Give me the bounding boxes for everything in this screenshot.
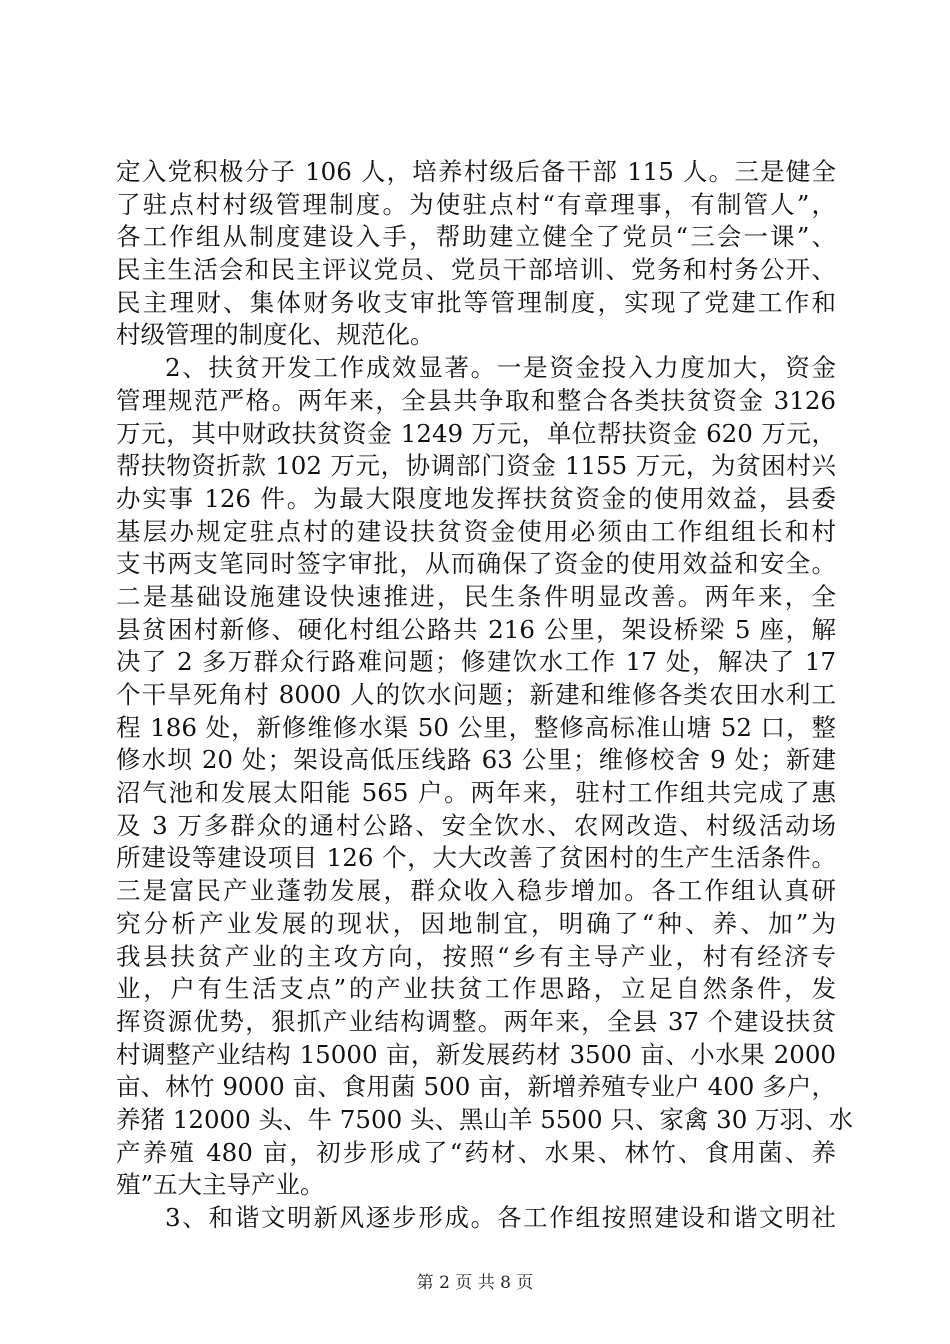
text-line: 了驻点村村级管理制度。为使驻点村“有章理事，有制管人”，: [116, 189, 836, 219]
document-body: [116, 156, 854, 1235]
text-line: 支书两支笔同时签字审批，从而确保了资金的使用效益和安全。: [116, 549, 836, 579]
text-line: 定入党积极分子 106 人，培养村级后备干部 115 人。三是健全: [116, 157, 836, 186]
text-line: 养猪 12000 头、牛 7500 头、黑山羊 5500 只、家禽 30 万羽、水: [116, 1104, 854, 1134]
text-line: 沼气池和发展太阳能 565 户。两年来，驻村工作组共完成了惠: [116, 778, 836, 808]
text-line: 程 186 处，新修维修水渠 50 公里，整修高标准山塘 52 口，整: [116, 712, 836, 742]
text-line: 三是富民产业蓬勃发展，群众收入稳步增加。各工作组认真研: [116, 876, 836, 906]
text-line: 管理规范严格。两年来，全县共争取和整合各类扶贫资金 3126: [116, 385, 836, 415]
text-line: 个干旱死角村 8000 人的饮水问题；新建和维修各类农田水利工: [116, 680, 836, 709]
text-line: 民主生活会和民主评议党员、党员干部培训、党务和村务公开、: [116, 255, 836, 285]
text-line: 万元，其中财政扶贫资金 1249 万元，单位帮扶资金 620 万元，: [116, 418, 836, 448]
text-line: 究分析产业发展的现状，因地制宜，明确了“种、养、加”为: [116, 908, 836, 938]
page-number-footer: 第 2 页 共 8 页: [416, 1273, 534, 1293]
text-line: 及 3 万多群众的通村公路、安全饮水、农网改造、村级活动场: [116, 810, 836, 840]
text-line: 各工作组从制度建设入手，帮助建立健全了党员“三会一课”、: [116, 222, 836, 252]
paragraph-heading-line: 3、和谐文明新风逐步形成。各工作组按照建设和谐文明社: [165, 1203, 836, 1232]
text-line: 村调整产业结构 15000 亩，新发展药材 3500 亩、小水果 2000: [116, 1039, 836, 1069]
text-line: 亩、林竹 9000 亩、食用菌 500 亩，新增养殖专业户 400 多户，: [116, 1072, 836, 1102]
text-line: 所建设等建设项目 126 个，大大改善了贫困村的生产生活条件。: [116, 843, 836, 873]
text-line: 我县扶贫产业的主攻方向，按照“乡有主导产业，村有经济专: [116, 941, 836, 971]
text-line: 县贫困村新修、硬化村组公路共 216 公里，架设桥梁 5 座，解: [116, 614, 836, 644]
text-line: 业，户有生活支点”的产业扶贫工作思路，立足自然条件，发: [116, 974, 836, 1004]
text-line: 办实事 126 件。为最大限度地发挥扶贫资金的使用效益，县委: [116, 483, 836, 513]
text-line: 挥资源优势，狠抓产业结构调整。两年来，全县 37 个建设扶贫: [116, 1006, 836, 1036]
text-line: 帮扶物资折款 102 万元，协调部门资金 1155 万元，为贫困村兴: [116, 451, 836, 481]
text-line: 产养殖 480 亩，初步形成了“药材、水果、林竹、食用菌、养: [116, 1137, 836, 1167]
text-line: 决了 2 多万群众行路难问题；修建饮水工作 17 处，解决了 17: [116, 647, 836, 677]
paragraph-heading-line: 2、扶贫开发工作成效显著。一是资金投入力度加大，资金: [165, 353, 836, 383]
text-line: 二是基础设施建设快速推进，民生条件明显改善。两年来，全: [116, 581, 836, 611]
text-line: 民主理财、集体财务收支审批等管理制度，实现了党建工作和: [116, 287, 836, 317]
text-line: 修水坝 20 处；架设高低压线路 63 公里；维修校舍 9 处；新建: [116, 745, 836, 775]
text-line: 殖”五大主导产业。: [116, 1170, 325, 1200]
text-line: 基层办规定驻点村的建设扶贫资金使用必须由工作组组长和村: [116, 516, 836, 546]
text-line: 村级管理的制度化、规范化。: [116, 320, 435, 350]
